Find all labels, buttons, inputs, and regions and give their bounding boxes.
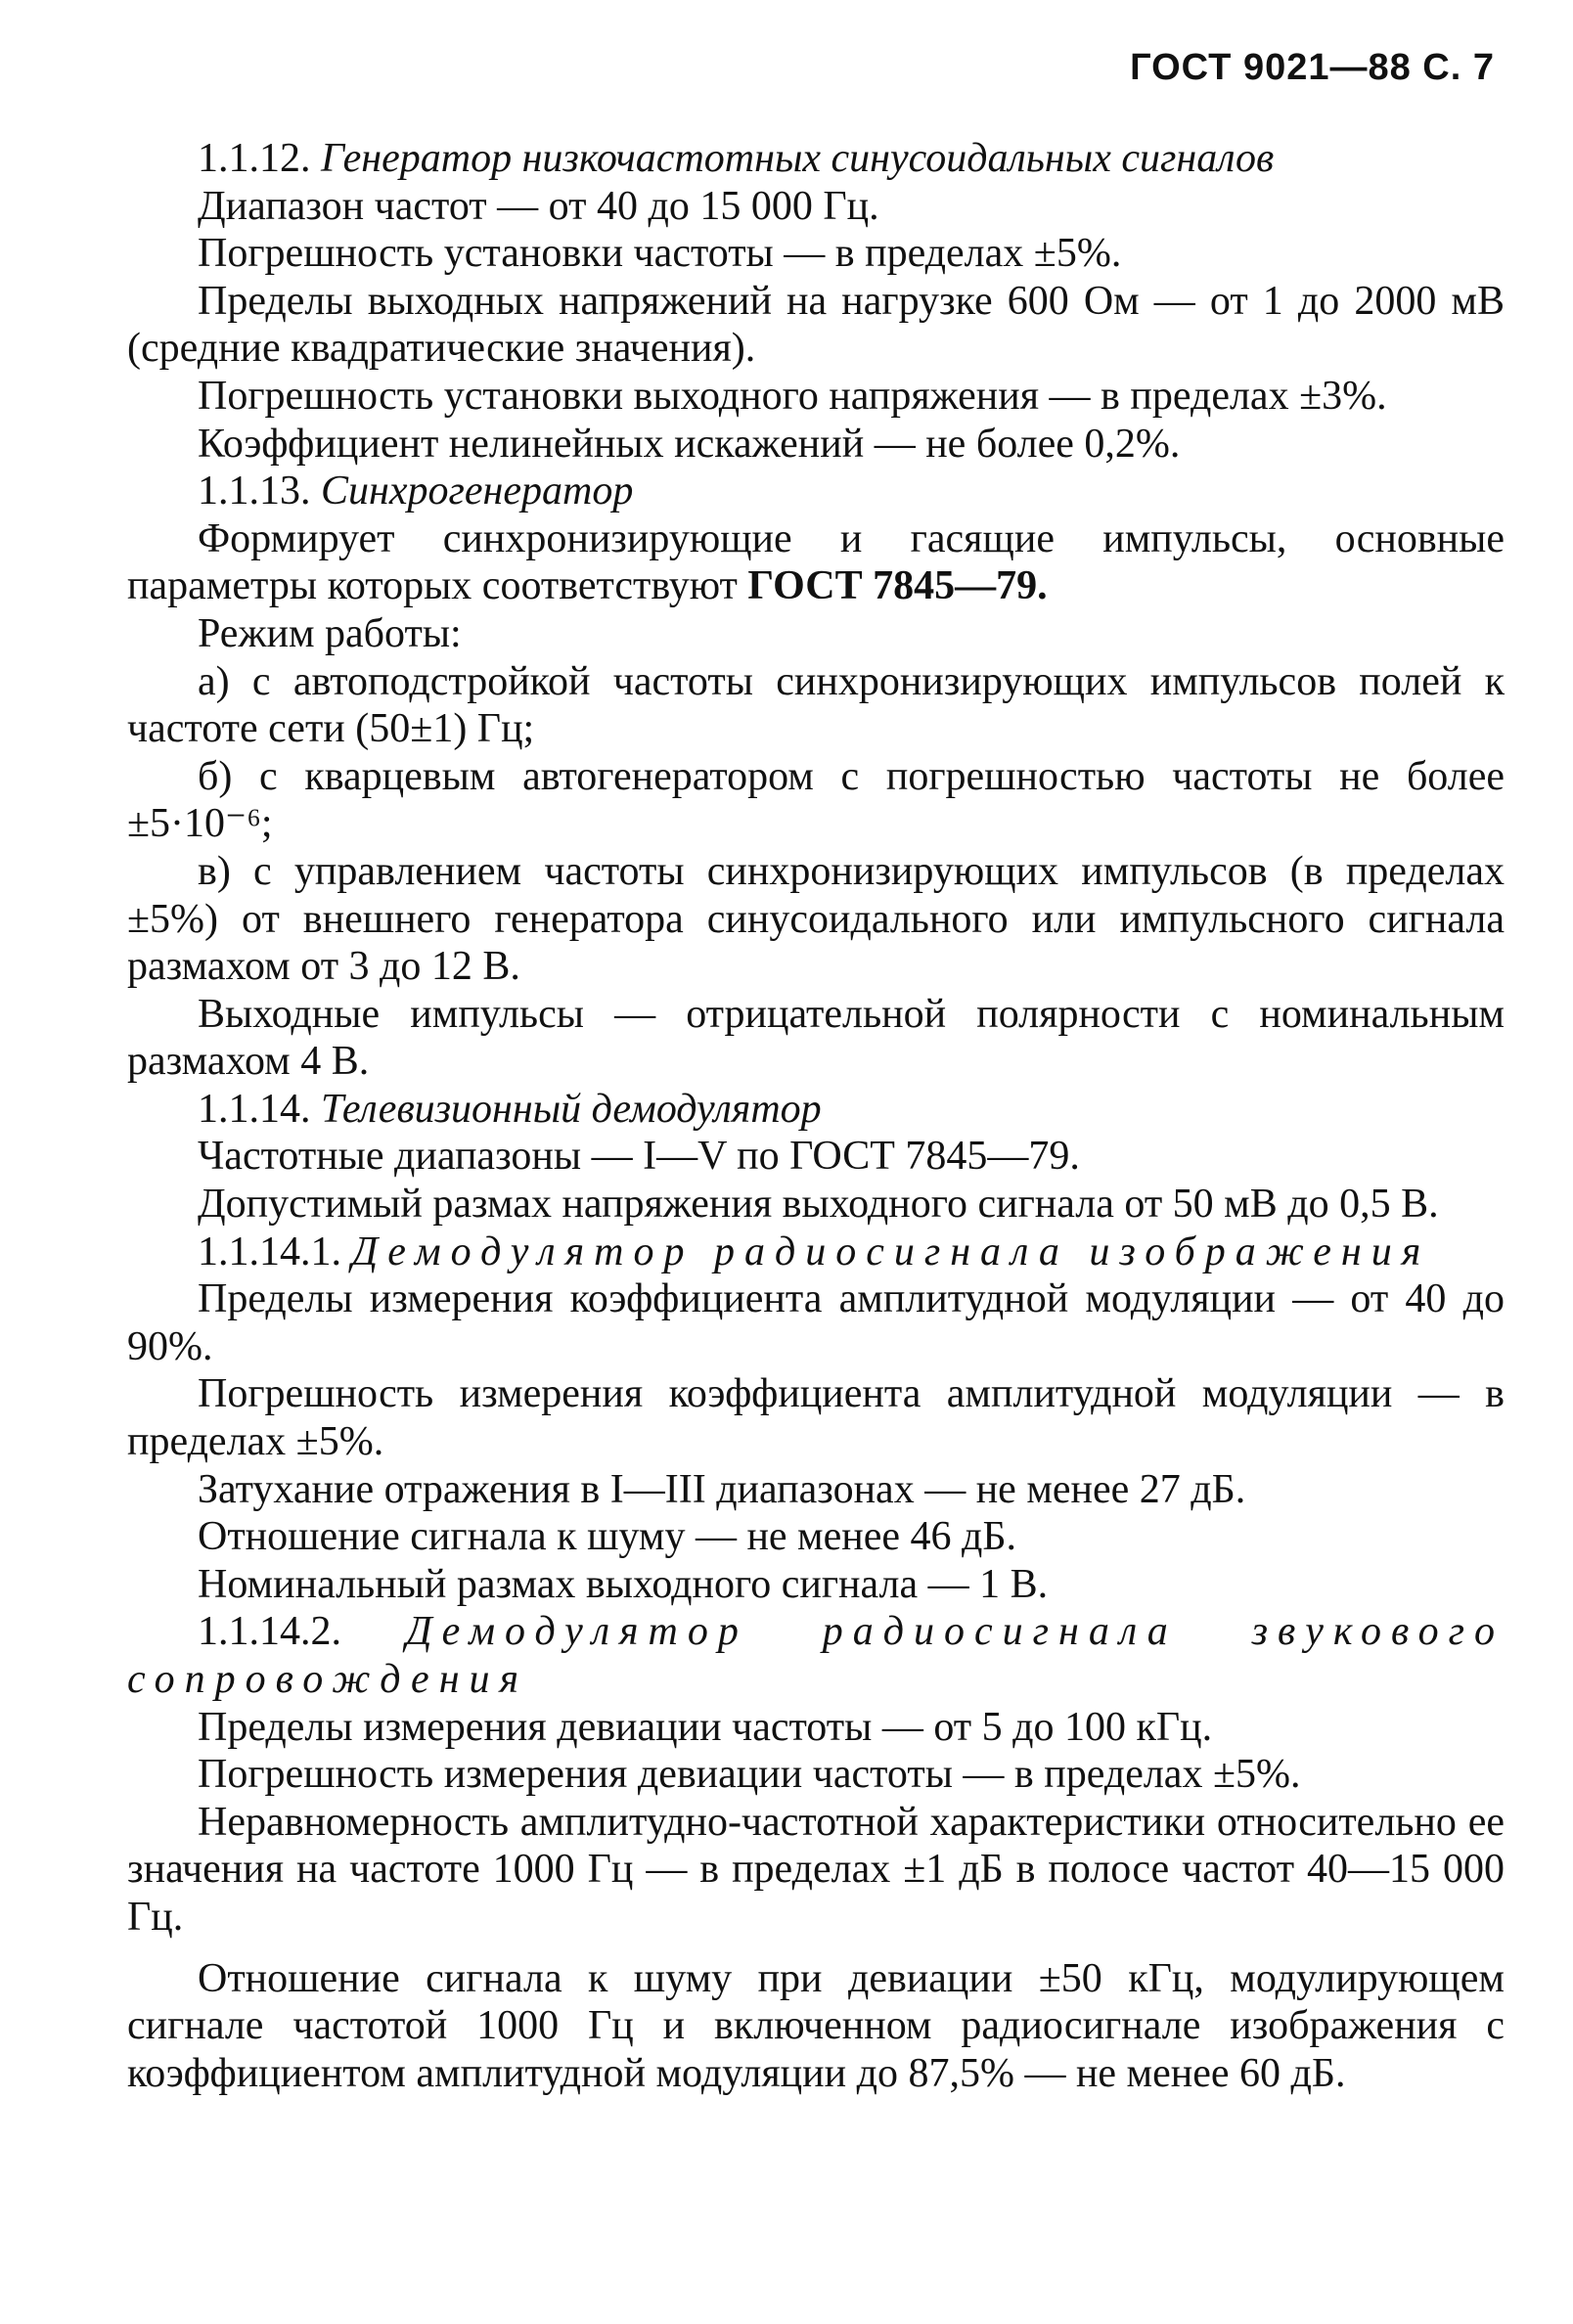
section-title: Телевизионный демодулятор [321,1086,822,1132]
section-number: 1.1.14. [198,1086,311,1132]
subsection-heading [127,1229,1505,1276]
paragraph: Погрешность установки выходного напряжения — в пределах ±3%. [198,373,1387,419]
subsection-title: Демодулятор радиосигнала звукового сопровождения [127,1609,1506,1702]
standard-reference: ГОСТ 7845—79. [747,563,1048,609]
paragraph: Отношение сигнала к шуму при девиации ±50 кГц, модулирующем сигнале частотой 1000 Гц и включенном радиосигнале изображения с коэффициентом амплитудной модуляции до 87,5% — не менее 60 дБ. [127,1955,1505,2096]
paragraph: Режим работы: [198,610,462,656]
subsection-heading [127,1608,1505,1703]
section-title: Синхрогенератор [321,469,634,514]
paragraph: Погрешность установки частоты — в пределах ±5%. [198,231,1122,277]
paragraph: Формирует синхронизирующие и гасящие импульсы, основные параметры которых соответствуют ГОСТ 7845—79. [127,515,1505,609]
section-number: 1.1.14.1. [198,1229,341,1274]
paragraph: Затухание отражения в I—III диапазонах — не менее 27 дБ. [198,1466,1246,1512]
paragraph: Погрешность измерения коэффициента амплитудной модуляции — в пределах ±5%. [127,1371,1505,1465]
page-header: ГОСТ 9021—88 С. 7 [1130,47,1495,88]
subsection-title: Демодулятор радиосигнала изображения [351,1229,1431,1274]
document-body [127,135,1505,2097]
section-heading [127,468,1505,515]
section-number: 1.1.12. [198,136,311,181]
paragraph: Погрешность измерения девиации частоты — в пределах ±5%. [198,1752,1301,1798]
section-heading [127,1086,1505,1134]
paragraph: Неравномерность амплитудно-частотной характеристики относительно ее значения на частоте 1000 Гц — в пределах ±1 дБ в полосе частот 40—15 000 Гц. [127,1799,1505,1940]
section-title: Генератор низкочастотных синусоидальных сигналов [321,136,1275,181]
section-number: 1.1.14.2. [198,1609,341,1655]
paragraph: Допустимый размах напряжения выходного сигнала от 50 мВ до 0,5 В. [198,1182,1439,1228]
section-heading [127,135,1505,183]
paragraph: Частотные диапазоны — I—V по ГОСТ 7845—79. [198,1134,1080,1180]
paragraph: Номинальный размах выходного сигнала — 1 В. [198,1561,1049,1607]
paragraph: Отношение сигнала к шуму — не менее 46 дБ. [198,1514,1017,1560]
paragraph: Выходные импульсы — отрицательной полярности с номинальным размахом 4 В. [127,991,1505,1085]
section-number: 1.1.13. [198,469,311,514]
paragraph: Диапазон частот — от 40 до 15 000 Гц. [198,183,879,229]
paragraph: Коэффициент нелинейных искажений — не более 0,2%. [198,421,1181,467]
paragraph: Пределы измерения коэффициента амплитудной модуляции — от 40 до 90%. [127,1276,1505,1369]
list-item: в) с управлением частоты синхронизирующих импульсов (в пределах ±5%) от внешнего генератора синусоидального или импульсного сигнала размахом от 3 до 12 В. [127,848,1505,990]
paragraph: Пределы выходных напряжений на нагрузке 600 Ом — от 1 до 2000 мВ (средние квадратические значения). [127,278,1505,372]
list-item: б) с кварцевым автогенератором с погрешностью частоты не более ±5·10⁻⁶; [127,753,1505,847]
list-item: а) с автоподстройкой частоты синхронизирующих импульсов полей к частоте сети (50±1) Гц; [127,658,1505,752]
paragraph: Пределы измерения девиации частоты — от 5 до 100 кГц. [198,1704,1213,1750]
